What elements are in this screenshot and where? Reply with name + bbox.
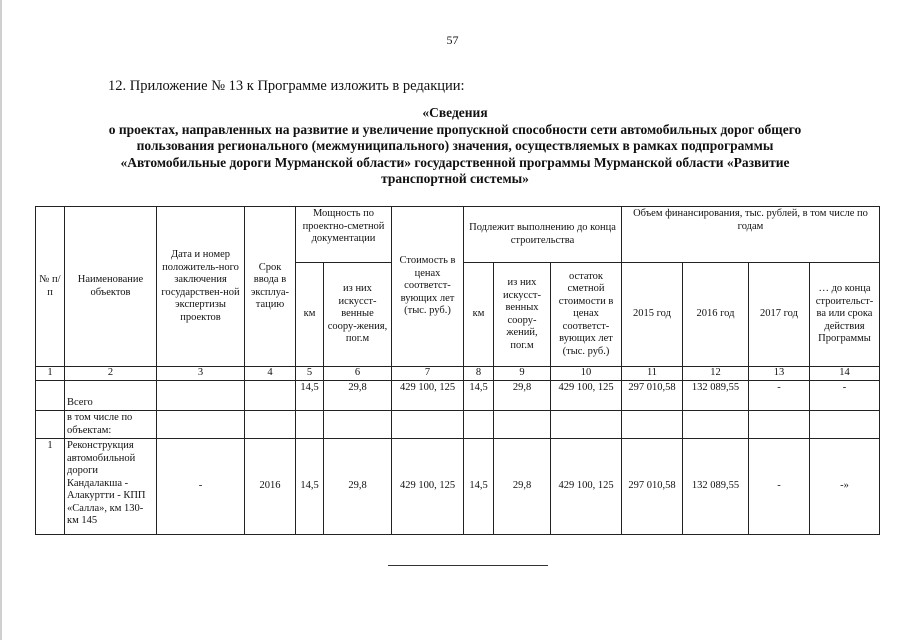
header-name: Наименование объектов [65,207,157,367]
header-2016: 2016 год [683,263,749,367]
object-cost: 429 100, 125 [392,439,464,535]
page-number: 57 [446,33,459,47]
intro-paragraph: 12. Приложение № 13 к Программе изложить в редакции: [108,78,465,94]
header-km: км [296,263,324,367]
total-label: Всего [65,381,157,411]
column-number: 2 [65,367,157,381]
total-km-remaining: 14,5 [464,381,494,411]
header-financing: Объем финансирования, тыс. рублей, в том числе по годам [622,207,880,263]
total-expertise-cell [157,381,245,411]
total-remaining-cost: 429 100, 125 [551,381,622,411]
column-number-row [36,367,880,381]
column-number: 12 [683,367,749,381]
total-num-cell [36,381,65,411]
object-km-remaining: 14,5 [464,439,494,535]
subheader-label: в том числе по объектам: [65,411,157,439]
object-2016: 132 089,55 [683,439,749,535]
total-2016: 132 089,55 [683,381,749,411]
object-km: 14,5 [296,439,324,535]
title-line-4: «Автомобильные дороги Мурманской области» государственной программы Мурманской области «Развитие [120,154,790,170]
document-title [60,105,850,188]
header-row-1 [36,207,880,263]
object-name: Реконструкция автомобильной дороги Кандалакша - Алакуртти - КПП «Салла», км 130-км 145 [65,439,157,535]
total-2015: 297 010,58 [622,381,683,411]
title-line-2: о проектах, направленных на развитие и увеличение пропускной способности сети автомобильных дорог общего [108,121,802,137]
header-commission: Срок ввода в эксплуа-тацию [245,207,296,367]
header-km-remaining: км [464,263,494,367]
object-2015: 297 010,58 [622,439,683,535]
header-remaining: Подлежит выполнению до конца строительства [464,207,622,263]
title-line-1: «Сведения [422,105,488,120]
scan-edge [0,0,2,640]
header-2015: 2015 год [622,263,683,367]
header-cost: Стоимость в ценах соответст-вующих лет (тыс. руб.) [392,207,464,367]
total-structures: 29,8 [324,381,392,411]
column-number: 9 [494,367,551,381]
column-number: 14 [810,367,880,381]
column-number: 8 [464,367,494,381]
header-structures: из них искусст-венные соору-жения, пог.м [324,263,392,367]
object-2017: - [749,439,810,535]
column-number: 4 [245,367,296,381]
column-number: 5 [296,367,324,381]
header-capacity: Мощность по проектно-сметной документации [296,207,392,263]
object-num: 1 [36,439,65,535]
total-commission-cell [245,381,296,411]
title-line-5: транспортной системы» [381,171,529,186]
object-structures: 29,8 [324,439,392,535]
header-until-end: … до конца строительст-ва или срока действия Программы [810,263,880,367]
object-until-end: -» [810,439,880,535]
column-number: 13 [749,367,810,381]
column-number: 7 [392,367,464,381]
subheader-num-cell [36,411,65,439]
projects-table [35,206,880,535]
subheader-row [36,411,880,439]
total-cost: 429 100, 125 [392,381,464,411]
object-structures-remaining: 29,8 [494,439,551,535]
total-row [36,381,880,411]
column-number: 3 [157,367,245,381]
title-line-3: пользования регионального (межмуниципального) значения, осуществляемых в рамках подпрограммы [136,138,774,153]
header-expertise: Дата и номер положитель-ного заключения государствен-ной экспертизы проектов [157,207,245,367]
header-structures-remaining: из них искусст-венных соору-жений, пог.м [494,263,551,367]
object-expertise: - [157,439,245,535]
object-remaining-cost: 429 100, 125 [551,439,622,535]
column-number: 11 [622,367,683,381]
column-number: 1 [36,367,65,381]
header-2017: 2017 год [749,263,810,367]
total-2017: - [749,381,810,411]
footer-divider [388,565,548,566]
object-row [36,439,880,535]
object-commission: 2016 [245,439,296,535]
total-km: 14,5 [296,381,324,411]
column-number: 6 [324,367,392,381]
column-number: 10 [551,367,622,381]
header-num: № п/п [36,207,65,367]
header-remaining-cost: остаток сметной стоимости в ценах соответст-вующих лет (тыс. руб.) [551,263,622,367]
total-structures-remaining: 29,8 [494,381,551,411]
total-until-end: - [810,381,880,411]
